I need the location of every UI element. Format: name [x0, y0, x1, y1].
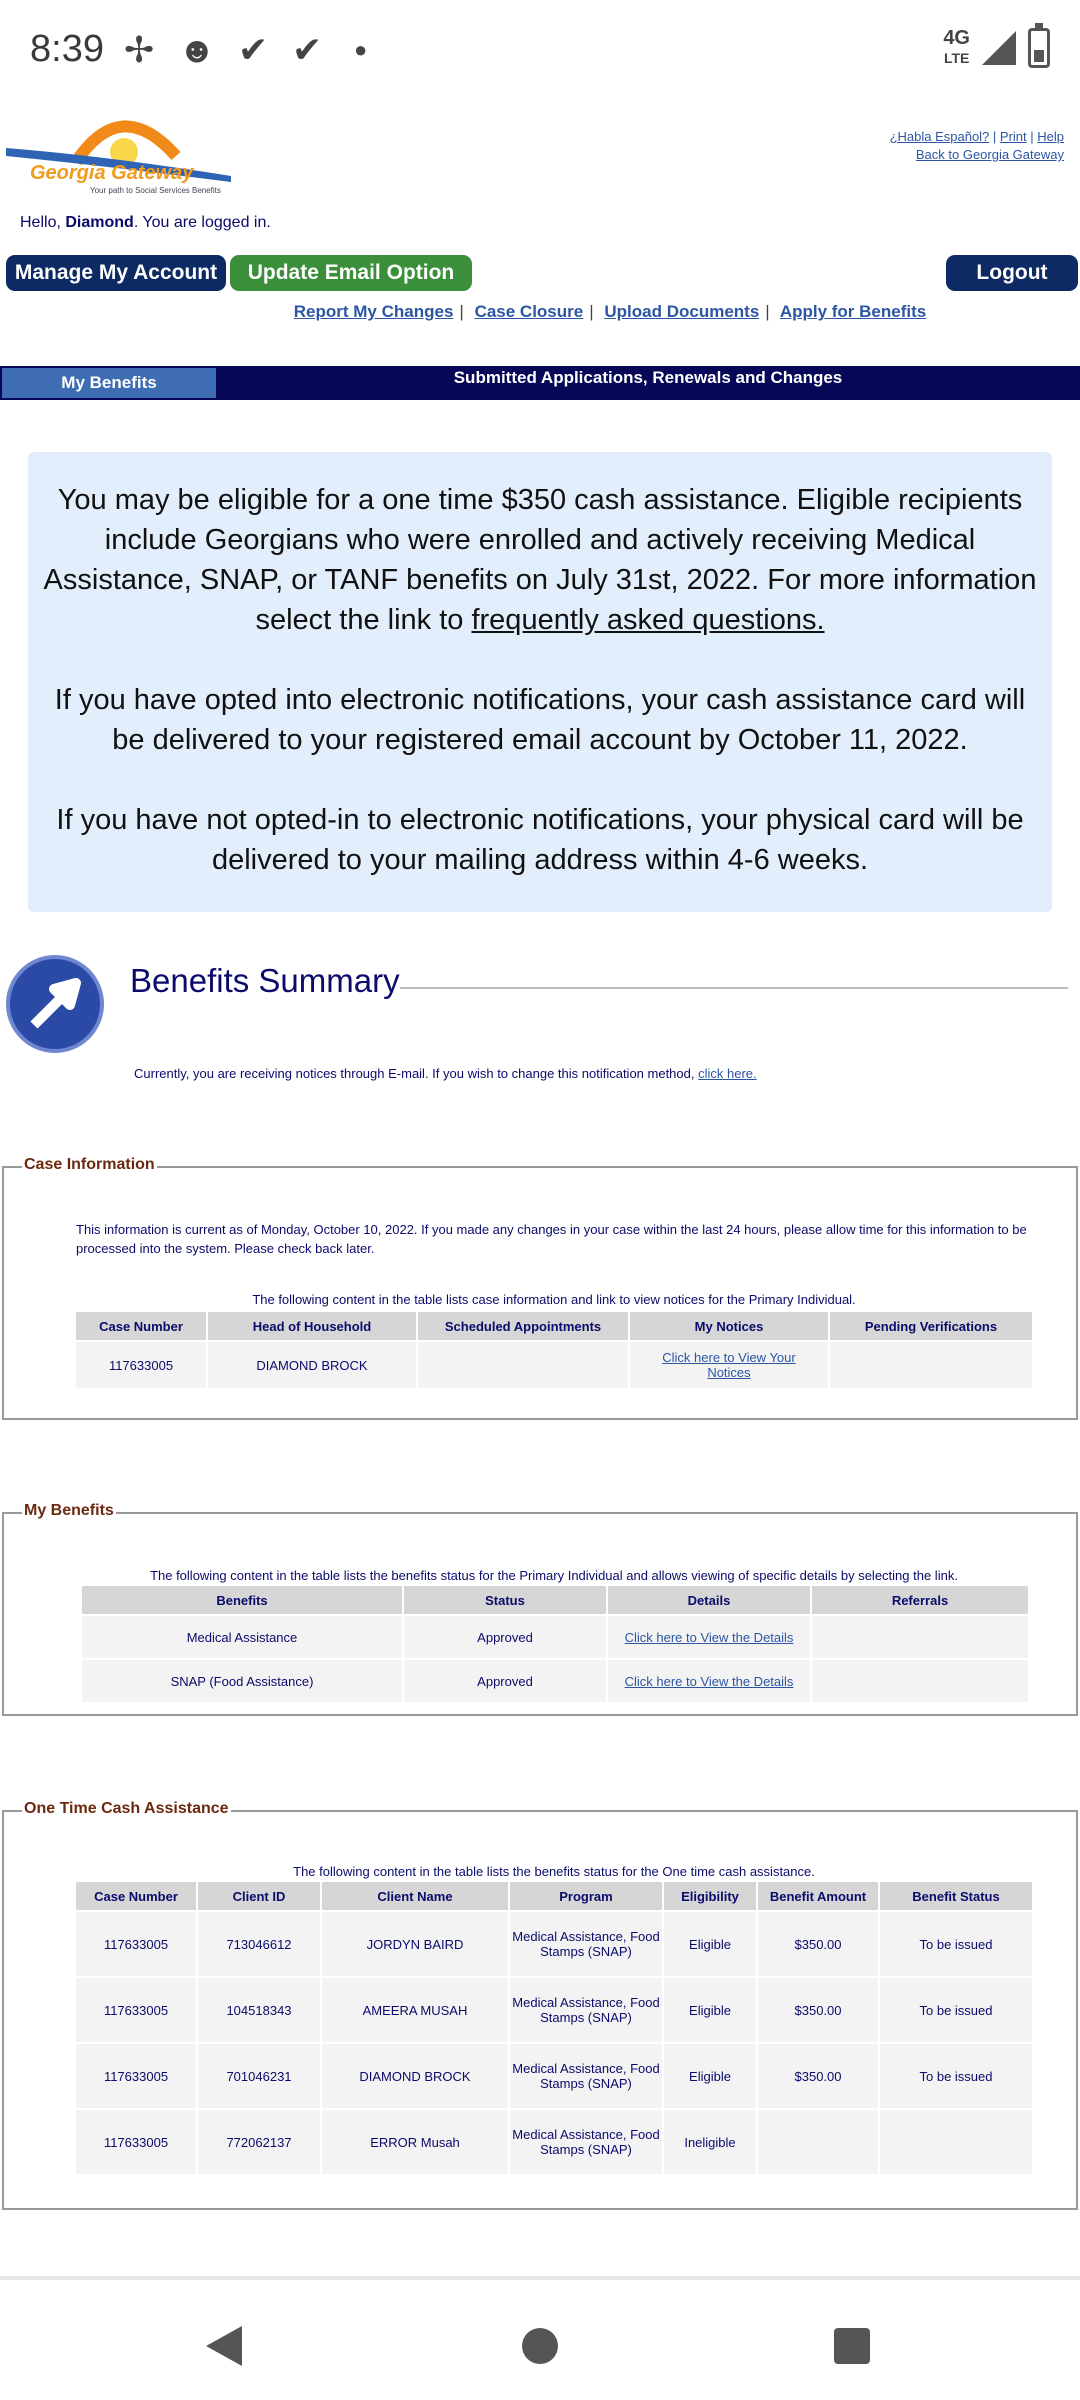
program: Medical Assistance, Food Stamps (SNAP): [510, 2110, 662, 2174]
benefit-status: To be issued: [880, 1978, 1032, 2042]
faq-link[interactable]: frequently asked questions.: [471, 604, 825, 636]
help-link[interactable]: Help: [1037, 129, 1064, 144]
case-number: 117633005: [76, 1342, 206, 1388]
table-header: Case Number: [76, 1312, 206, 1340]
title-divider: [400, 987, 1068, 989]
logo-tagline: Your path to Social Services Benefits: [90, 186, 221, 195]
my-benefits-section: [2, 1502, 1078, 1716]
table-header: Details: [608, 1586, 810, 1614]
tab-bar: [0, 366, 1080, 400]
arrow-glyph: [10, 959, 100, 1049]
my-benefits-legend: My Benefits: [24, 1502, 114, 1519]
greeting: Hello, Diamond. You are logged in.: [20, 214, 271, 231]
case-information-table: [74, 1310, 1034, 1390]
benefits-summary-title: Benefits Summary: [130, 962, 400, 999]
network-indicator: 4G LTE: [943, 27, 970, 66]
table-header: Client Name: [322, 1882, 508, 1910]
benefit-referrals: [812, 1616, 1028, 1658]
status-indicators: [943, 28, 1050, 68]
mascot-icon: ☻: [178, 29, 216, 70]
client-id: 104518343: [198, 1978, 320, 2042]
top-links: ¿Habla Español? | Print | Help Back to Georgia Gateway: [889, 129, 1064, 162]
pinwheel-icon: ✢: [124, 29, 155, 70]
signal-icon: [982, 31, 1016, 65]
table-header: Case Number: [76, 1882, 196, 1910]
table-header: Eligibility: [664, 1882, 756, 1910]
table-header: Client ID: [198, 1882, 320, 1910]
client-name: JORDYN BAIRD: [322, 1912, 508, 1976]
view-details-link[interactable]: Click here to View the Details: [624, 1673, 794, 1689]
notice-paragraph: You may be eligible for a one time $350 cash assistance. Eligible recipients include Georgians who were enrolled and actively receiving Medical Assistance, SNAP, or TANF benefits on July 31st, 2022. For more information select the link to frequently asked questions.: [43, 484, 1037, 636]
eligibility: Eligible: [664, 2044, 756, 2108]
client-id: 701046231: [198, 2044, 320, 2108]
table-header: My Notices: [630, 1312, 828, 1340]
benefit-status: Approved: [404, 1660, 606, 1702]
case-information-legend: Case Information: [24, 1156, 155, 1173]
benefits-table-caption: The following content in the table lists the benefits status for the Primary Individual and allows viewing of specific details by selecting the link.: [150, 1568, 958, 1583]
home-icon[interactable]: [522, 2328, 558, 2364]
table-header: Referrals: [812, 1586, 1028, 1614]
table-row: [76, 1912, 1032, 1976]
view-notices-link[interactable]: Click here to View Your Notices: [662, 1350, 796, 1380]
notice-paragraph: If you have not opted-in to electronic notifications, your physical card will be delivered to your mailing address within 4-6 weeks.: [56, 804, 1024, 876]
case-number: 117633005: [76, 2044, 196, 2108]
benefit-amount: [758, 2110, 878, 2174]
client-id: 713046612: [198, 1912, 320, 1976]
table-row: [76, 2044, 1032, 2108]
table-header: Pending Verifications: [830, 1312, 1032, 1340]
client-name: AMEERA MUSAH: [322, 1978, 508, 2042]
one-time-cash-table: [74, 1880, 1034, 2176]
eligibility: Eligible: [664, 1978, 756, 2042]
print-link[interactable]: Print: [999, 129, 1027, 144]
program: Medical Assistance, Food Stamps (SNAP): [510, 1978, 662, 2042]
case-information-section: [2, 1156, 1078, 1420]
program: Medical Assistance, Food Stamps (SNAP): [510, 1912, 662, 1976]
benefit-name: SNAP (Food Assistance): [82, 1660, 402, 1702]
tab-submitted-applications[interactable]: Submitted Applications, Renewals and Changes: [453, 368, 843, 387]
system-nav-bar: [0, 2276, 1080, 2400]
case-number: 117633005: [76, 1912, 196, 1976]
program: Medical Assistance, Food Stamps (SNAP): [510, 2044, 662, 2108]
view-details-link[interactable]: Click here to View the Details: [624, 1629, 794, 1645]
table-header: Benefit Status: [880, 1882, 1032, 1910]
client-name: DIAMOND BROCK: [322, 2044, 508, 2108]
case-info-text: This information is current as of Monday, October 10, 2022. If you made any changes in your case within the last 24 hours, please allow time for this information to be processed into the system. Please check back later.: [76, 1222, 1027, 1256]
recents-icon[interactable]: [834, 2328, 870, 2364]
one-time-cash-section: [2, 1800, 1078, 2210]
benefit-amount: $350.00: [758, 1912, 878, 1976]
table-header: Scheduled Appointments: [418, 1312, 628, 1340]
benefit-referrals: [812, 1660, 1028, 1702]
scheduled-appointments: [418, 1342, 628, 1388]
case-number: 117633005: [76, 1978, 196, 2042]
check-icon: ✔: [238, 29, 269, 70]
cash-assistance-notice: [28, 452, 1052, 912]
change-notification-link[interactable]: click here.: [698, 1066, 757, 1081]
table-header: Benefit Amount: [758, 1882, 878, 1910]
table-row: [82, 1660, 1028, 1702]
table-row: [76, 1978, 1032, 2042]
benefit-status: [880, 2110, 1032, 2174]
table-header: Head of Household: [208, 1312, 416, 1340]
tab-my-benefits[interactable]: My Benefits: [2, 368, 216, 398]
user-name: Diamond: [65, 214, 134, 231]
eligibility: Eligible: [664, 1912, 756, 1976]
manage-account-button[interactable]: Manage My Account: [6, 255, 226, 291]
battery-icon: [1028, 28, 1050, 68]
dot-icon: ●: [354, 37, 368, 62]
table-row: [82, 1616, 1028, 1658]
benefit-amount: $350.00: [758, 2044, 878, 2108]
pending-verifications: [830, 1342, 1032, 1388]
table-header: Status: [404, 1586, 606, 1614]
logo-text: Georgia Gateway: [30, 162, 194, 184]
table-header: Program: [510, 1882, 662, 1910]
notice-paragraph: If you have opted into electronic notifications, your cash assistance card will be delivered to your registered email account by October 11, 2022.: [54, 684, 1026, 756]
benefit-status: To be issued: [880, 1912, 1032, 1976]
my-benefits-table: [80, 1584, 1030, 1704]
case-number: 117633005: [76, 2110, 196, 2174]
eligibility: Ineligible: [664, 2110, 756, 2174]
apply-benefits-link[interactable]: Apply for Benefits: [779, 302, 927, 321]
arrow-icon: [6, 955, 104, 1053]
upload-documents-link[interactable]: Upload Documents: [604, 302, 760, 321]
case-table-caption: The following content in the table lists case information and link to view notices for the Primary Individual.: [252, 1292, 856, 1307]
back-to-gateway-link[interactable]: Back to Georgia Gateway: [915, 147, 1064, 162]
status-bar: [0, 0, 1080, 100]
check-icon: ✔: [292, 29, 323, 70]
espanol-link[interactable]: ¿Habla Español?: [889, 129, 990, 144]
case-closure-link[interactable]: Case Closure: [474, 302, 584, 321]
table-row: [76, 1342, 1032, 1388]
action-links: Report My Changes | Case Closure | Upload Documents | Apply for Benefits: [293, 302, 927, 321]
notification-note: Currently, you are receiving notices through E-mail. If you wish to change this notification method, click here.: [134, 1066, 757, 1081]
benefit-status: Approved: [404, 1616, 606, 1658]
back-icon[interactable]: [206, 2326, 242, 2366]
benefit-status: To be issued: [880, 2044, 1032, 2108]
report-changes-link[interactable]: Report My Changes: [293, 302, 454, 321]
benefit-name: Medical Assistance: [82, 1616, 402, 1658]
client-name: ERROR Musah: [322, 2110, 508, 2174]
table-row: [76, 2110, 1032, 2174]
client-id: 772062137: [198, 2110, 320, 2174]
update-email-button[interactable]: Update Email Option: [230, 255, 472, 291]
logout-button[interactable]: Logout: [946, 255, 1078, 291]
table-header: Benefits: [82, 1586, 402, 1614]
cash-table-caption: The following content in the table lists the benefits status for the One time cash assistance.: [293, 1864, 815, 1879]
head-of-household: DIAMOND BROCK: [208, 1342, 416, 1388]
one-time-cash-legend: One Time Cash Assistance: [24, 1800, 229, 1817]
clock: 8:39: [30, 28, 104, 70]
benefit-amount: $350.00: [758, 1978, 878, 2042]
